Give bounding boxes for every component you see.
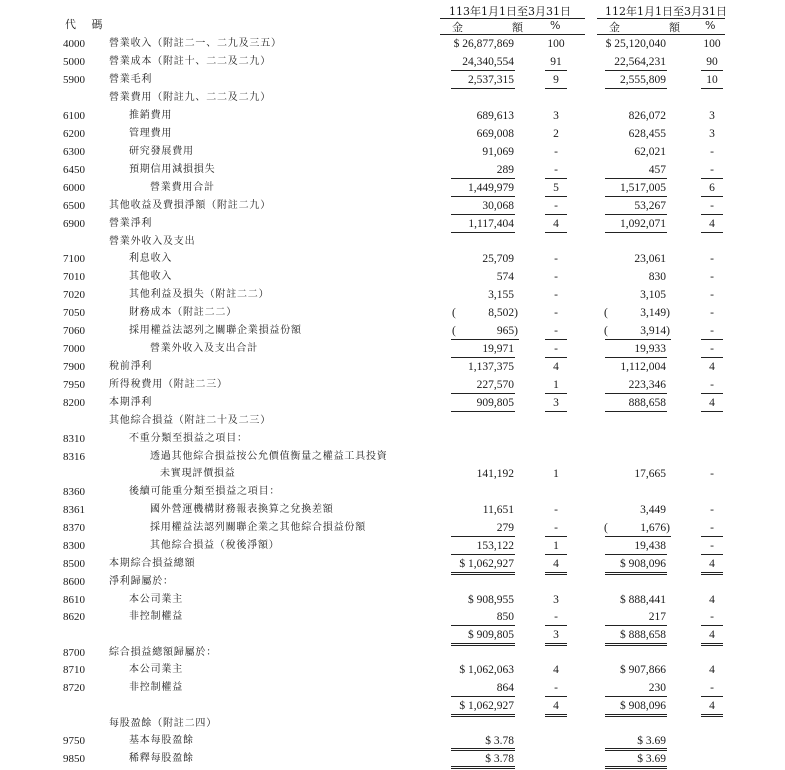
account-code: 8710 <box>63 664 85 676</box>
amount-period-2: $ 888,658 <box>620 629 666 641</box>
statement-row-comprehensive-total <box>0 697 785 715</box>
account-label: 綜合損益總額歸屬於： <box>109 647 217 658</box>
amount-period-1: 141,192 <box>476 468 514 480</box>
percent-period-2: - <box>710 325 714 337</box>
account-code: 7010 <box>63 271 85 283</box>
percent-period-1: 3 <box>553 594 559 606</box>
amount-period-1: 8,502) <box>488 307 518 319</box>
double-underline <box>605 766 667 769</box>
statement-row-8700 <box>0 644 785 662</box>
amount-period-1: 1,449,979 <box>468 182 514 194</box>
account-code: 9750 <box>63 735 85 747</box>
amount-period-2: 53,267 <box>634 200 666 212</box>
code-column-header: 代 碼 <box>65 18 109 31</box>
account-label: 稅前淨利 <box>109 361 153 372</box>
statement-row-8500 <box>0 555 785 573</box>
amount-period-2: 457 <box>648 164 666 176</box>
open-paren-period-2: ( <box>604 325 608 337</box>
statement-row-7100 <box>0 250 785 268</box>
account-code: 6450 <box>63 164 85 176</box>
statement-row-8370 <box>0 519 785 537</box>
amount-period-1: 3,155 <box>488 289 514 301</box>
amount-period-1: 689,613 <box>476 110 514 122</box>
amount-period-2: $ 3.69 <box>637 753 666 765</box>
account-label: 淨利歸屬於： <box>109 576 174 587</box>
statement-row-oci-heading <box>0 412 785 430</box>
account-code: 8610 <box>63 594 85 606</box>
period-2-header: 112年1月1日至3月31日 <box>605 5 727 18</box>
amount-period-2: 3,105 <box>640 289 666 301</box>
account-label: 未實現評價損益 <box>160 468 236 479</box>
amount-period-2: 826,072 <box>628 110 666 122</box>
percent-period-1: 4 <box>553 558 559 570</box>
amount-period-2: 1,092,071 <box>620 218 666 230</box>
amount-period-1: $ 908,955 <box>468 594 514 606</box>
percent-period-2: - <box>710 379 714 391</box>
open-paren-period-2: ( <box>604 307 608 319</box>
amount-period-1: 909,805 <box>476 397 514 409</box>
percent-period-1: 3 <box>553 110 559 122</box>
account-code: 8500 <box>63 558 85 570</box>
account-label: 財務成本（附註二二） <box>129 307 237 318</box>
account-code: 8310 <box>63 433 85 445</box>
percent-period-1: 1 <box>553 468 559 480</box>
account-code: 7000 <box>63 343 85 355</box>
account-label: 非控制權益 <box>129 682 183 693</box>
account-label: 本期淨利 <box>109 397 153 408</box>
statement-row-7900 <box>0 358 785 376</box>
percent-period-2: 4 <box>709 558 715 570</box>
percent-period-2: - <box>710 343 714 355</box>
percent-label-1: % <box>550 19 561 32</box>
account-label: 其他收益及費損淨額（附註二九） <box>109 200 271 211</box>
percent-period-2: 3 <box>709 128 715 140</box>
statement-row-6450 <box>0 161 785 179</box>
percent-period-2: - <box>710 146 714 158</box>
account-label: 管理費用 <box>129 128 173 139</box>
account-code: 7100 <box>63 253 85 265</box>
percent-period-1: - <box>554 325 558 337</box>
amount-period-1: $ 1,062,927 <box>459 700 514 712</box>
amount-label-1b: 額 <box>512 21 523 34</box>
account-label: 營業收入（附註二一、二九及三五） <box>109 38 282 49</box>
percent-period-1: 9 <box>553 74 559 86</box>
amount-period-1: 965) <box>496 325 518 337</box>
open-paren-period-1: ( <box>452 325 456 337</box>
percent-period-2: 4 <box>709 700 715 712</box>
account-label: 採用權益法認列之關聯企業損益份額 <box>129 325 302 336</box>
statement-row-7020 <box>0 286 785 304</box>
statement-row-7950 <box>0 376 785 394</box>
statement-row-opex-heading <box>0 89 785 107</box>
amount-period-2: 223,346 <box>628 379 666 391</box>
account-code: 6000 <box>63 182 85 194</box>
percent-period-1: 5 <box>553 182 559 194</box>
amount-period-1: 153,122 <box>476 540 514 552</box>
percent-period-1: 3 <box>553 397 559 409</box>
amount-period-1: 11,651 <box>482 504 514 516</box>
amount-period-2: 1,517,005 <box>620 182 666 194</box>
percent-period-2: - <box>710 611 714 623</box>
statement-row-5000 <box>0 53 785 71</box>
amount-period-2: $ 3.69 <box>637 735 666 747</box>
percent-period-2: - <box>710 289 714 301</box>
account-label: 基本每股盈餘 <box>129 735 194 746</box>
amount-period-1: $ 3.78 <box>485 735 514 747</box>
account-code: 7950 <box>63 379 85 391</box>
account-code: 7060 <box>63 325 85 337</box>
amount-period-2: 628,455 <box>628 128 666 140</box>
statement-row-6500 <box>0 197 785 215</box>
amount-period-2: $ 907,866 <box>620 664 666 676</box>
percent-period-1: 4 <box>553 218 559 230</box>
statement-row-8310 <box>0 430 785 448</box>
statement-row-eps-heading <box>0 715 785 733</box>
amount-period-1: 850 <box>496 611 514 623</box>
percent-period-1: - <box>554 164 558 176</box>
amount-period-2: 888,658 <box>628 397 666 409</box>
amount-period-1: 227,570 <box>476 379 514 391</box>
statement-row-9750 <box>0 732 785 750</box>
percent-label-2: % <box>705 19 716 32</box>
amount-period-2: $ 908,096 <box>620 558 666 570</box>
account-code: 9850 <box>63 753 85 765</box>
percent-period-1: - <box>554 146 558 158</box>
percent-period-2: - <box>710 522 714 534</box>
statement-row-nonop-heading <box>0 233 785 251</box>
percent-period-1: 91 <box>550 56 562 68</box>
statement-row-7060 <box>0 322 785 340</box>
account-label: 推銷費用 <box>129 110 173 121</box>
amount-period-2: 3,149) <box>640 307 670 319</box>
percent-period-2: - <box>710 271 714 283</box>
period-1-header: 113年1月1日至3月31日 <box>449 5 571 18</box>
statement-row-8200 <box>0 394 785 412</box>
amount-period-2: 3,449 <box>640 504 666 516</box>
percent-period-1: - <box>554 504 558 516</box>
amount-period-1: $ 26,877,869 <box>453 38 514 50</box>
percent-period-1: 3 <box>553 629 559 641</box>
account-label: 國外營運機構財務報表換算之兌換差額 <box>150 504 334 515</box>
section-heading: 營業費用（附註九、二二及二九） <box>109 92 271 103</box>
percent-period-2: 4 <box>709 397 715 409</box>
account-label: 本期綜合損益總額 <box>109 558 196 569</box>
amount-period-2: 2,555,809 <box>620 74 666 86</box>
account-code: 6500 <box>63 200 85 212</box>
percent-period-2: - <box>710 682 714 694</box>
statement-row-8620 <box>0 608 785 626</box>
percent-period-1: 100 <box>547 38 565 50</box>
percent-period-1: - <box>554 307 558 319</box>
percent-period-2: 3 <box>709 110 715 122</box>
amount-period-1: 574 <box>496 271 514 283</box>
percent-period-2: - <box>710 200 714 212</box>
percent-period-1: 1 <box>553 379 559 391</box>
account-code: 6200 <box>63 128 85 140</box>
percent-period-1: - <box>554 271 558 283</box>
percent-period-1: 4 <box>553 700 559 712</box>
amount-label-2a: 金 <box>609 21 620 34</box>
statement-row-8361 <box>0 501 785 519</box>
statement-row-8316 <box>0 448 785 466</box>
section-heading: 營業外收入及支出 <box>109 236 196 247</box>
amount-period-2: 217 <box>648 611 666 623</box>
account-code: 8360 <box>63 486 85 498</box>
amount-period-1: $ 3.78 <box>485 753 514 765</box>
account-label: 營業費用合計 <box>150 182 215 193</box>
amount-period-2: 1,112,004 <box>620 361 666 373</box>
account-code: 6100 <box>63 110 85 122</box>
percent-period-2: 90 <box>706 56 718 68</box>
account-label: 非控制權益 <box>129 611 183 622</box>
account-label: 採用權益法認列關聯企業之其他綜合損益份額 <box>150 522 366 533</box>
account-code: 8720 <box>63 682 85 694</box>
percent-period-1: 1 <box>553 540 559 552</box>
statement-row-7000 <box>0 340 785 358</box>
amount-period-1: 669,008 <box>476 128 514 140</box>
amount-period-2: 230 <box>648 682 666 694</box>
account-label: 研究發展費用 <box>129 146 194 157</box>
percent-period-2: 4 <box>709 664 715 676</box>
statement-row-8316-cont <box>0 465 785 483</box>
percent-period-1: - <box>554 611 558 623</box>
account-label: 本公司業主 <box>129 594 183 605</box>
amount-period-2: 17,665 <box>634 468 666 480</box>
account-label: 營業成本（附註十、二二及二九） <box>109 56 271 67</box>
account-label: 其他收入 <box>129 271 173 282</box>
account-label: 稀釋每股盈餘 <box>129 753 194 764</box>
section-heading: 其他綜合損益（附註二十及二三） <box>109 415 271 426</box>
account-code: 5900 <box>63 74 85 86</box>
percent-period-1: - <box>554 682 558 694</box>
percent-period-1: - <box>554 200 558 212</box>
account-code: 8370 <box>63 522 85 534</box>
percent-period-2: - <box>710 253 714 265</box>
account-label: 營業外收入及支出合計 <box>150 343 258 354</box>
amount-period-1: $ 909,805 <box>468 629 514 641</box>
open-paren-period-1: ( <box>452 307 456 319</box>
amount-period-1: 25,709 <box>482 253 514 265</box>
statement-row-5900 <box>0 71 785 89</box>
account-code: 8200 <box>63 397 85 409</box>
statement-row-8360 <box>0 483 785 501</box>
open-paren-period-2: ( <box>604 522 608 534</box>
amount-period-1: 1,137,375 <box>468 361 514 373</box>
percent-period-1: 4 <box>553 361 559 373</box>
amount-period-2: 23,061 <box>634 253 666 265</box>
percent-period-2: 4 <box>709 361 715 373</box>
statement-row-8610 <box>0 591 785 609</box>
section-heading: 每股盈餘（附註二四） <box>109 718 217 729</box>
percent-period-2: - <box>710 307 714 319</box>
amount-period-1: 19,971 <box>482 343 514 355</box>
percent-period-2: 4 <box>709 594 715 606</box>
amount-period-2: $ 25,120,040 <box>605 38 666 50</box>
account-code: 5000 <box>63 56 85 68</box>
percent-period-2: - <box>710 540 714 552</box>
account-code: 8361 <box>63 504 85 516</box>
account-code: 7020 <box>63 289 85 301</box>
double-underline <box>451 766 515 769</box>
account-label: 利息收入 <box>129 253 173 264</box>
account-code: 7900 <box>63 361 85 373</box>
percent-period-1: - <box>554 522 558 534</box>
percent-period-2: 4 <box>709 629 715 641</box>
amount-period-1: 1,117,404 <box>468 218 514 230</box>
account-label: 營業淨利 <box>109 218 153 229</box>
amount-period-2: $ 908,096 <box>620 700 666 712</box>
account-label: 本公司業主 <box>129 664 183 675</box>
account-code: 8700 <box>63 647 85 659</box>
account-label: 營業毛利 <box>109 74 153 85</box>
amount-period-1: 30,068 <box>482 200 514 212</box>
amount-period-2: 22,564,231 <box>614 56 666 68</box>
amount-label-1a: 金 <box>452 21 463 34</box>
percent-period-1: - <box>554 253 558 265</box>
percent-period-2: 10 <box>706 74 718 86</box>
amount-period-1: 864 <box>496 682 514 694</box>
statement-row-6300 <box>0 143 785 161</box>
statement-row-6200 <box>0 125 785 143</box>
statement-row-6100 <box>0 107 785 125</box>
amount-period-1: 91,069 <box>482 146 514 158</box>
percent-period-1: - <box>554 289 558 301</box>
statement-row-8710 <box>0 661 785 679</box>
statement-row-4000 <box>0 35 785 53</box>
percent-period-2: 100 <box>703 38 721 50</box>
account-code: 8620 <box>63 611 85 623</box>
statement-row-8720 <box>0 679 785 697</box>
percent-period-2: - <box>710 468 714 480</box>
percent-period-1: - <box>554 343 558 355</box>
account-label: 預期信用減損損失 <box>129 164 216 175</box>
account-code: 6300 <box>63 146 85 158</box>
statement-row-7050 <box>0 304 785 322</box>
statement-row-6000 <box>0 179 785 197</box>
percent-period-2: 6 <box>709 182 715 194</box>
account-label: 透過其他綜合損益按公允價值衡量之權益工具投資 <box>150 451 388 462</box>
statement-row-8300 <box>0 537 785 555</box>
percent-period-1: 2 <box>553 128 559 140</box>
amount-label-2b: 額 <box>669 21 680 34</box>
amount-period-1: 2,537,315 <box>468 74 514 86</box>
amount-period-2: 830 <box>648 271 666 283</box>
percent-period-2: 4 <box>709 218 715 230</box>
amount-period-2: $ 888,441 <box>620 594 666 606</box>
percent-period-1: 4 <box>553 664 559 676</box>
amount-period-1: 289 <box>496 164 514 176</box>
amount-period-1: 24,340,554 <box>462 56 514 68</box>
account-label: 不重分類至損益之項目： <box>129 433 248 444</box>
percent-period-2: - <box>710 164 714 176</box>
account-code: 8300 <box>63 540 85 552</box>
amount-period-1: $ 1,062,927 <box>459 558 514 570</box>
account-label: 其他綜合損益（稅後淨額） <box>150 540 280 551</box>
account-label: 後續可能重分類至損益之項目： <box>129 486 281 497</box>
percent-period-2: - <box>710 504 714 516</box>
statement-row-9850 <box>0 750 785 768</box>
amount-period-2: 19,933 <box>634 343 666 355</box>
amount-period-2: 1,676) <box>640 522 670 534</box>
account-code: 4000 <box>63 38 85 50</box>
amount-period-1: $ 1,062,063 <box>459 664 514 676</box>
account-code: 8600 <box>63 576 85 588</box>
statement-row-7010 <box>0 268 785 286</box>
statement-row-net-income-total <box>0 626 785 644</box>
account-code: 7050 <box>63 307 85 319</box>
amount-period-2: 19,438 <box>634 540 666 552</box>
account-code: 6900 <box>63 218 85 230</box>
amount-period-2: 62,021 <box>634 146 666 158</box>
account-label: 其他利益及損失（附註二二） <box>129 289 270 300</box>
statement-row-6900 <box>0 215 785 233</box>
account-label: 所得稅費用（附註二三） <box>109 379 228 390</box>
statement-row-8600 <box>0 573 785 591</box>
amount-period-2: 3,914) <box>640 325 670 337</box>
account-code: 8316 <box>63 451 85 463</box>
amount-period-1: 279 <box>496 522 514 534</box>
